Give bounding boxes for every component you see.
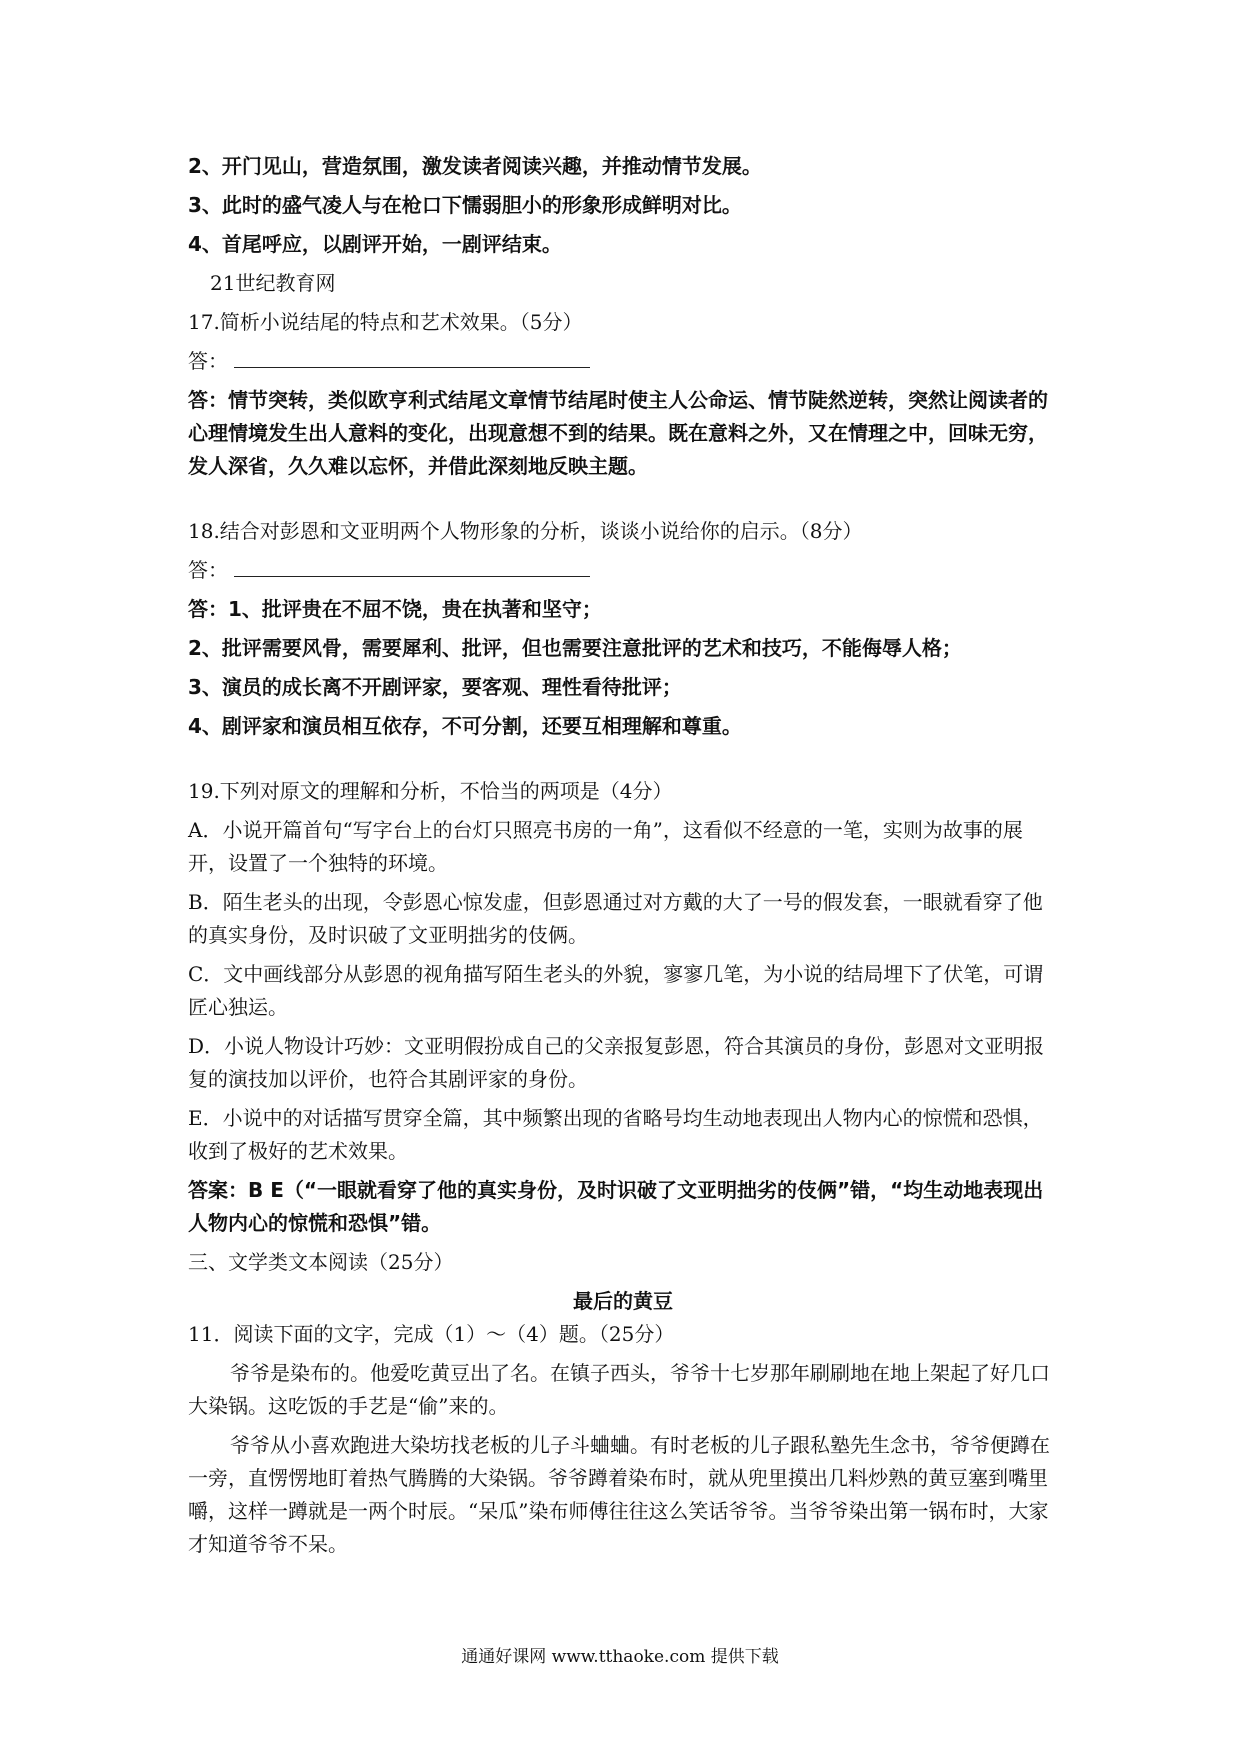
- spacer: [188, 749, 1058, 775]
- q17-answer-blank: [188, 345, 1058, 378]
- q18-answer-3: 3、演员的成长离不开剧评家，要客观、理性看待批评；: [188, 675, 682, 699]
- answer-line-3: 3、此时的盛气凌人与在枪口下懦弱胆小的形象形成鲜明对比。: [188, 193, 742, 217]
- q19-option-e: E．小说中的对话描写贯穿全篇，其中频繁出现的省略号均生动地表现出人物内心的惊慌和恐惧，收到了极好的艺术效果。: [188, 1106, 1043, 1163]
- q17-question: 17.简析小说结尾的特点和艺术效果。（5分）: [188, 310, 583, 334]
- q18-answer-blank: [188, 554, 1058, 587]
- q18-answer-2: 2、批评需要风骨，需要犀利、批评，但也需要注意批评的艺术和技巧，不能侮辱人格；: [188, 636, 962, 660]
- q19-option-d: D．小说人物设计巧妙：文亚明假扮成自己的父亲报复彭恩，符合其演员的身份，彭恩对文亚明报复的演技加以评价，也符合其剧评家的身份。: [188, 1034, 1045, 1091]
- q18-answer-line[interactable]: [234, 556, 590, 577]
- q19-option-b: B．陌生老头的出现，令彭恩心惊发虚，但彭恩通过对方戴的大了一号的假发套，一眼就看穿了他的真实身份，及时识破了文亚明拙劣的伎俩。: [188, 890, 1043, 947]
- q17-answer: 答：情节突转，类似欧亨利式结尾文章情节结尾时使主人公命运、情节陡然逆转，突然让阅读者的心理情境发生出人意料的变化，出现意想不到的结果。既在意料之外，又在情理之中，回味无穷，发人深省，久久难以忘怀，并借此深刻地反映主题。: [188, 388, 1048, 478]
- q17-answer-label: 答：: [188, 349, 228, 373]
- q18-answer-4: 4、剧评家和演员相互依存，不可分割，还要互相理解和尊重。: [188, 714, 742, 738]
- answer-line-2: 2、开门见山，营造氛围，激发读者阅读兴趣，并推动情节发展。: [188, 154, 762, 178]
- q19-option-c: C．文中画线部分从彭恩的视角描写陌生老头的外貌，寥寥几笔，为小说的结局埋下了伏笔，可谓匠心独运。: [188, 962, 1044, 1019]
- q18-answer-label: 答：: [188, 558, 228, 582]
- q19-answer: 答案：B E（“一眼就看穿了他的真实身份，及时识破了文亚明拙劣的伎俩”错，“均生动地表现出人物内心的惊慌和恐惧”错。: [188, 1178, 1044, 1235]
- answer-line-4: 4、首尾呼应，以剧评开始，一剧评结束。: [188, 232, 562, 256]
- page-footer: 通通好课网 www.tthaoke.com 提供下载: [461, 1647, 779, 1667]
- story-title: 最后的黄豆: [573, 1289, 673, 1313]
- q17-answer-line[interactable]: [234, 347, 590, 368]
- q19-option-a: A．小说开篇首句“写字台上的台灯只照亮书房的一角”，这看似不经意的一笔，实则为故事的展开，设置了一个独特的环境。: [188, 818, 1023, 875]
- q11-question: 11．阅读下面的文字，完成（1）～（4）题。（25分）: [188, 1322, 675, 1346]
- q19-question: 19.下列对原文的理解和分析，不恰当的两项是（4分）: [188, 779, 673, 803]
- q18-answer-1: 答：1、批评贵在不屈不饶，贵在执著和坚守；: [188, 597, 602, 621]
- story-paragraph-1: 爷爷是染布的。他爱吃黄豆出了名。在镇子西头，爷爷十七岁那年刷刷地在地上架起了好几口大染锅。这吃饭的手艺是“偷”来的。: [188, 1361, 1050, 1418]
- watermark-text: 21世纪教育网: [210, 271, 336, 295]
- section3-heading: 三、文学类文本阅读（25分）: [188, 1250, 454, 1274]
- q18-question: 18.结合对彭恩和文亚明两个人物形象的分析，谈谈小说给你的启示。（8分）: [188, 519, 863, 543]
- spacer: [188, 489, 1058, 515]
- page-content: [188, 150, 1058, 1567]
- story-paragraph-2: 爷爷从小喜欢跑进大染坊找老板的儿子斗蛐蛐。有时老板的儿子跟私塾先生念书，爷爷便蹲在一旁，直愣愣地盯着热气腾腾的大染锅。爷爷蹲着染布时，就从兜里摸出几料炒熟的黄豆塞到嘴里嚼，这样一蹲就是一两个时辰。“呆瓜”染布师傅往往这么笑话爷爷。当爷爷染出第一锅布时，大家才知道爷爷不呆。: [188, 1433, 1050, 1556]
